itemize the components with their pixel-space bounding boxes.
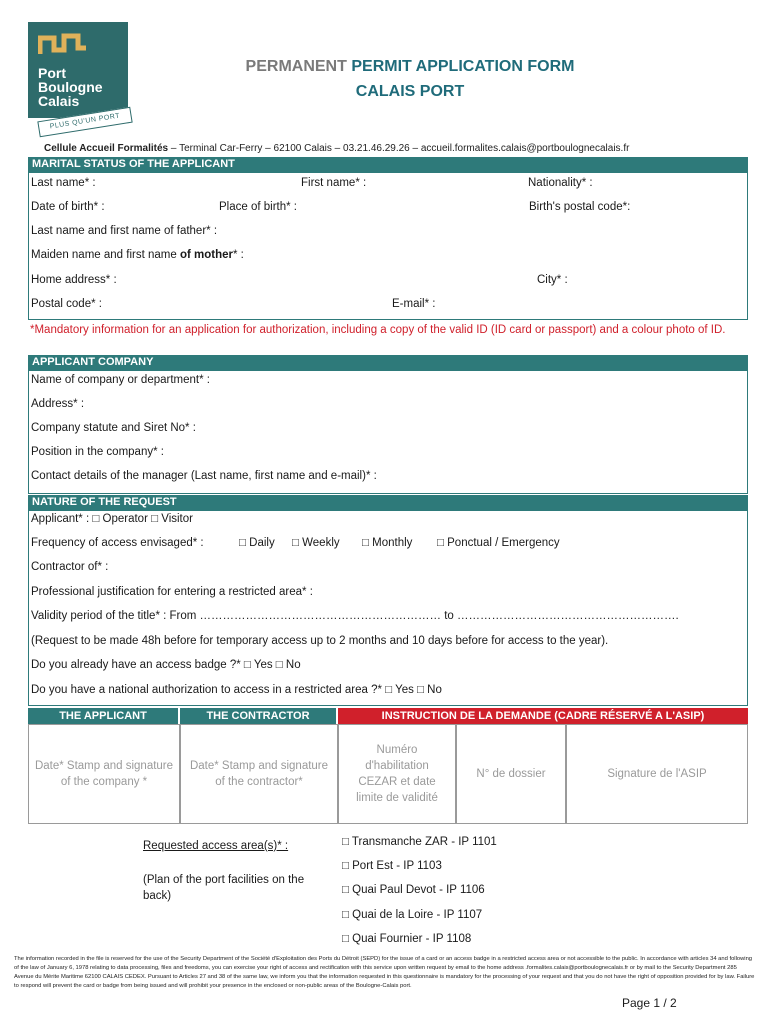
contractor-signature-cell[interactable] bbox=[180, 724, 338, 824]
title-part-2: PERMIT APPLICATION FORM bbox=[351, 58, 575, 75]
dossier-text: N° de dossier bbox=[476, 768, 546, 780]
contact-office: Cellule Accueil Formalités bbox=[44, 143, 169, 154]
mother-label-post: * : bbox=[232, 249, 244, 261]
dob-field[interactable]: Date of birth* : bbox=[31, 201, 105, 213]
last-name-field[interactable]: Last name* : bbox=[31, 177, 96, 189]
request-box bbox=[28, 510, 748, 706]
company-heading: APPLICANT COMPANY bbox=[28, 355, 748, 370]
title-part-1: PERMANENT bbox=[245, 58, 347, 75]
port-logo bbox=[28, 22, 136, 134]
logo-tagline: PLUS QU'UN PORT bbox=[37, 107, 132, 138]
contact-line bbox=[44, 143, 629, 154]
company-box bbox=[28, 370, 748, 494]
city-field[interactable]: City* : bbox=[537, 274, 568, 286]
freq-daily-option[interactable]: □ Daily bbox=[239, 537, 275, 549]
access-area-label: Requested access area(s)* : bbox=[143, 840, 289, 852]
first-name-field[interactable]: First name* : bbox=[301, 177, 367, 189]
company-name-field[interactable]: Name of company or department* : bbox=[31, 374, 210, 386]
frequency-label: Frequency of access envisaged* : bbox=[31, 537, 204, 549]
company-statute-field[interactable]: Company statute and Siret No* : bbox=[31, 422, 196, 434]
mandatory-note: *Mandatory information for an application for authorization, including a copy of the valid ID (ID card or passport) and a colour photo of ID. bbox=[30, 324, 726, 336]
form-title bbox=[150, 58, 670, 76]
freq-monthly-option[interactable]: □ Monthly bbox=[362, 537, 413, 549]
mother-name-field[interactable] bbox=[31, 249, 244, 261]
contact-details: – Terminal Car-Ferry – 62100 Calais – 03.21.46.29.26 – accueil.formalites.calais@portboulognecalais.fr bbox=[168, 143, 630, 154]
position-field[interactable]: Position in the company* : bbox=[31, 446, 164, 458]
cezar-text: Numéro d'habilitation CEZAR et date limite de validité bbox=[356, 744, 438, 804]
area-option[interactable]: □ Transmanche ZAR - IP 1101 bbox=[342, 836, 497, 848]
request-heading: NATURE OF THE REQUEST bbox=[28, 495, 748, 510]
area-option[interactable]: □ Quai Paul Devot - IP 1106 bbox=[342, 884, 485, 896]
privacy-notice: The information recorded in the file is reserved for the use of the Security Department of the Société d'Exploitation des Ports du Détroit (SEPD) for the issue of a card or an access badge in a restricted access area or not accessible to the public. In accordance with articles 34 and following of the law of January 6, 1978 relating to data processing, files and freedoms, you can exercise your right of access and rectification with this service upon written request by email to the home address .formalites.calais@portboulognecalais.fr or by mail to the Security Department 285 Avenue du Mérite Maritime 62100 CALAIS CEDEX. Pursuant to Articles 27 and 38 of the same law, we inform you that the information requested in this questionnaire is mandatory for the processing of your request and that you do not have the right of opposition provided for by law. Failure to respond will prevent the card or badge from being issued and will prohibit your presence in the enclosed or non-public areas of the Boulogne-Calais port. bbox=[14, 956, 755, 989]
applicant-signature-cell[interactable] bbox=[28, 724, 180, 824]
area-option[interactable]: □ Port Est - IP 1103 bbox=[342, 860, 442, 872]
page-number: Page 1 / 2 bbox=[622, 996, 677, 1010]
logo-line-3: Calais bbox=[38, 93, 80, 109]
dossier-cell[interactable] bbox=[456, 724, 566, 824]
home-address-field[interactable]: Home address* : bbox=[31, 274, 117, 286]
postal-code-field[interactable]: Postal code* : bbox=[31, 298, 102, 310]
manager-field[interactable]: Contact details of the manager (Last name, first name and e-mail)* : bbox=[31, 470, 377, 482]
company-address-field[interactable]: Address* : bbox=[31, 398, 85, 410]
cezar-cell[interactable] bbox=[338, 724, 456, 824]
request-timing-note: (Request to be made 48h before for temporary access up to 2 months and 10 days before for access to the year). bbox=[31, 635, 609, 647]
pob-field[interactable]: Place of birth* : bbox=[219, 201, 297, 213]
plan-note: (Plan of the port facilities on the back) bbox=[143, 874, 305, 902]
logo-wave-icon bbox=[38, 32, 88, 58]
logo-line-2: Boulogne bbox=[38, 79, 103, 95]
national-auth-question[interactable]: Do you have a national authorization to access in a restricted area ?* □ Yes □ No bbox=[31, 684, 442, 696]
asip-signature-text: Signature de l'ASIP bbox=[607, 768, 707, 780]
area-option[interactable]: □ Quai de la Loire - IP 1107 bbox=[342, 909, 483, 921]
email-field[interactable]: E-mail* : bbox=[392, 298, 436, 310]
freq-ponctual-option[interactable]: □ Ponctual / Emergency bbox=[437, 537, 560, 549]
badge-question[interactable]: Do you already have an access badge ?* □ Yes □ No bbox=[31, 659, 301, 671]
asip-col-heading: INSTRUCTION DE LA DEMANDE (CADRE RÉSERVÉ A L'ASIP) bbox=[338, 708, 748, 724]
birth-postal-field[interactable]: Birth's postal code*: bbox=[529, 201, 631, 213]
validity-field[interactable]: Validity period of the title* : From ……………………………………………………… to …………………………………………………. bbox=[31, 610, 679, 622]
contractor-field[interactable]: Contractor of* : bbox=[31, 561, 109, 573]
applicant-type-options[interactable]: Applicant* : □ Operator □ Visitor bbox=[31, 513, 193, 525]
area-option[interactable]: □ Quai Fournier - IP 1108 bbox=[342, 933, 472, 945]
contractor-signature-text: Date* Stamp and signature of the contractor* bbox=[189, 760, 329, 788]
logo-line-1: Port bbox=[38, 65, 66, 81]
form-subtitle: CALAIS PORT bbox=[355, 83, 465, 100]
justification-field[interactable]: Professional justification for entering a restricted area* : bbox=[31, 586, 313, 598]
mother-label-bold: of mother bbox=[179, 249, 233, 261]
contractor-col-heading: THE CONTRACTOR bbox=[180, 708, 336, 724]
asip-signature-cell[interactable] bbox=[566, 724, 748, 824]
mother-label-pre: Maiden name and first name bbox=[31, 249, 180, 261]
marital-status-box bbox=[28, 172, 748, 320]
marital-status-heading: MARITAL STATUS OF THE APPLICANT bbox=[28, 157, 748, 172]
applicant-col-heading: THE APPLICANT bbox=[28, 708, 178, 724]
logo-box bbox=[28, 22, 128, 118]
nationality-field[interactable]: Nationality* : bbox=[528, 177, 593, 189]
father-name-field[interactable]: Last name and first name of father* : bbox=[31, 225, 218, 237]
applicant-signature-text: Date* Stamp and signature of the company * bbox=[34, 760, 174, 788]
freq-weekly-option[interactable]: □ Weekly bbox=[292, 537, 340, 549]
